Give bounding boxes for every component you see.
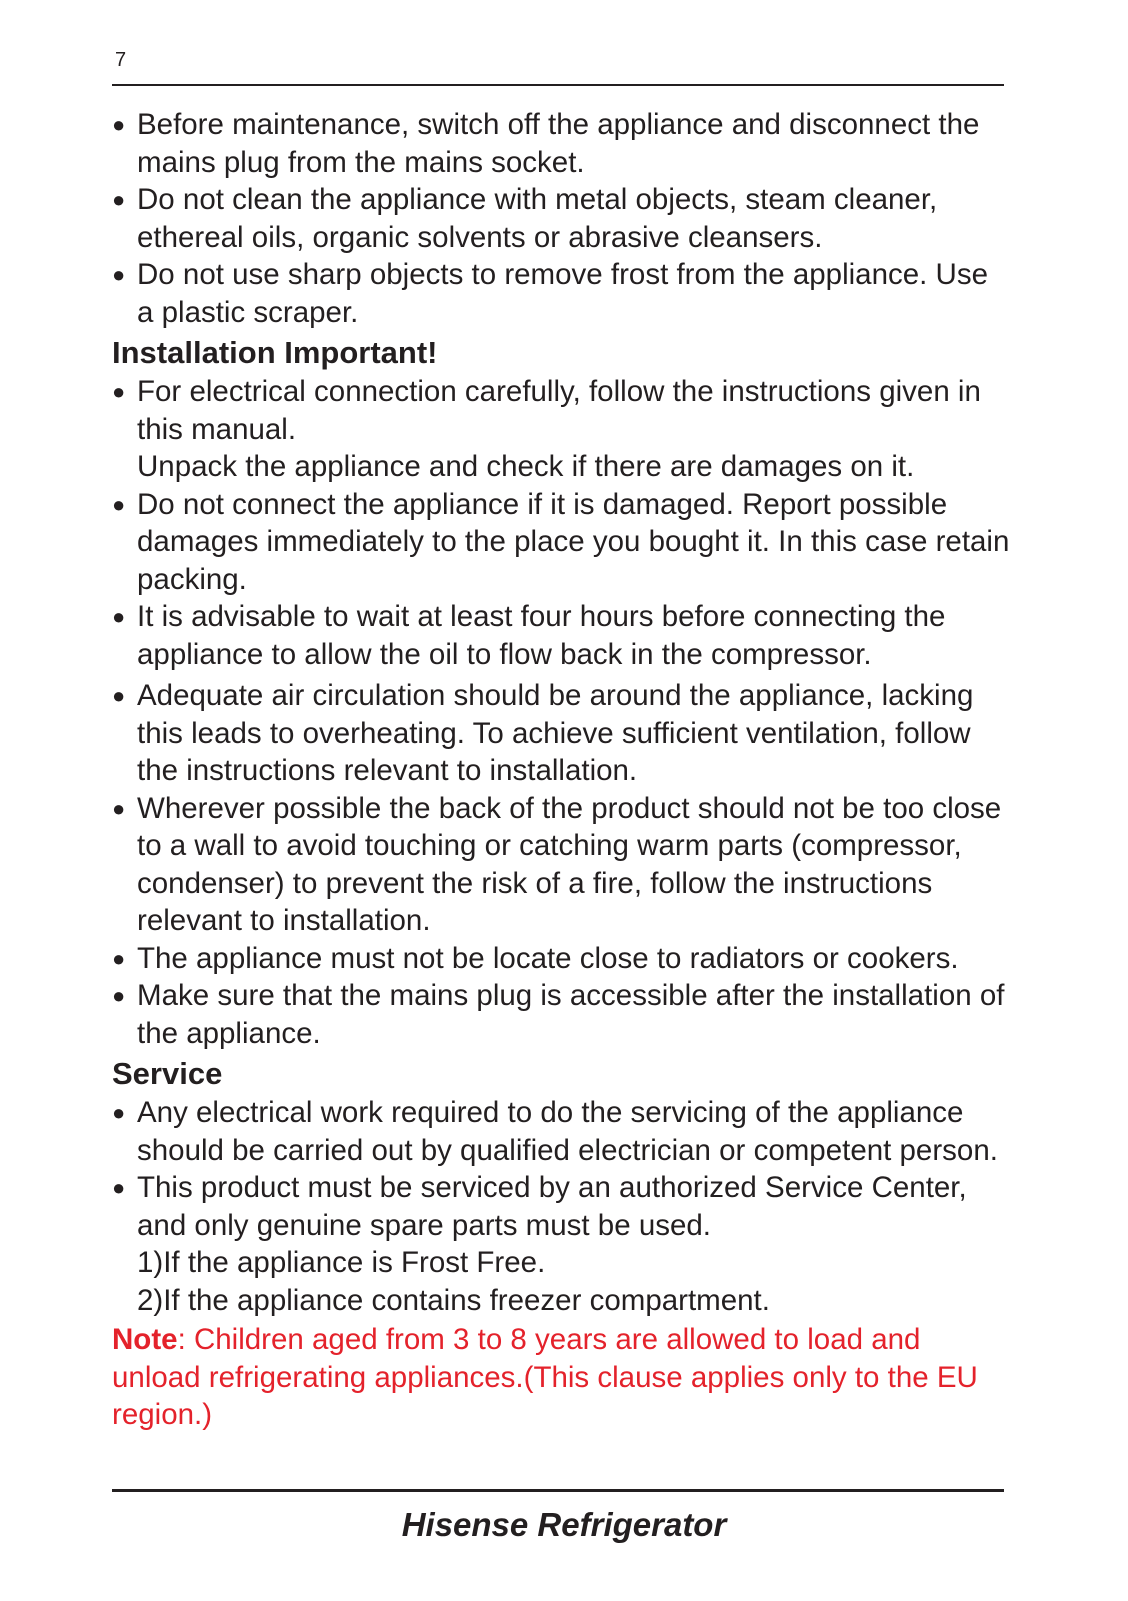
- page-number: 7: [115, 49, 127, 71]
- list-item: [112, 256, 1012, 331]
- list-item: [112, 598, 1012, 673]
- bullet-icon: ●: [112, 983, 126, 1008]
- note-label: Note: [112, 1323, 178, 1356]
- service-condition: 2)If the appliance contains freezer compartment.: [137, 1283, 770, 1317]
- list-item: [112, 977, 1012, 1052]
- footer-brand: Hisense Refrigerator: [401, 1506, 727, 1543]
- list-item: [112, 1169, 1012, 1244]
- service-condition: 1)If the appliance is Frost Free.: [137, 1246, 546, 1279]
- installation-item-text: It is advisable to wait at least four hours before connecting the appliance to allow the oil to flow back in the compressor.: [137, 600, 946, 671]
- installation-item-text: Make sure that the mains plug is accessible after the installation of the appliance.: [137, 979, 1005, 1050]
- bullet-icon: ●: [112, 795, 126, 821]
- list-item: [112, 677, 1012, 790]
- service-item-text: This product must be serviced by an authorized Service Center, and only genuine spare parts must be used.: [137, 1171, 967, 1242]
- list-item: [112, 106, 1012, 181]
- list-item: [112, 373, 1012, 448]
- installation-item-text: The appliance must not be locate close to radiators or cookers.: [137, 941, 959, 975]
- bullet-icon: ●: [112, 112, 126, 137]
- bullet-icon: ●: [112, 604, 126, 629]
- service-heading: Service: [112, 1056, 223, 1091]
- note-paragraph: [112, 1321, 1012, 1434]
- list-item: [112, 790, 1012, 940]
- list-item: [112, 486, 1012, 599]
- header-divider: [112, 84, 1004, 86]
- list-item: [112, 181, 1012, 256]
- maintenance-item-text: Before maintenance, switch off the appliance and disconnect the mains plug from the mains socket.: [137, 108, 980, 179]
- installation-heading: Installation Important!: [112, 335, 438, 370]
- bullet-icon: ●: [112, 1100, 126, 1125]
- note-text: : Children aged from 3 to 8 years are allowed to load and unload refrigerating appliances.(This clause applies only to the EU region.): [112, 1323, 978, 1431]
- installation-item-text: Do not connect the appliance if it is damaged. Report possible damages immediately to the place you bought it. In this case retain packing.: [137, 487, 1010, 596]
- list-item: [112, 940, 1012, 978]
- installation-item-text: For electrical connection carefully, follow the instructions given in this manual.: [137, 375, 981, 446]
- installation-item-text: Adequate air circulation should be around the appliance, lacking this leads to overheating. To achieve sufficient ventilation, follow the instructions relevant to installation.: [137, 679, 974, 787]
- footer-divider: [112, 1489, 1004, 1492]
- unpack-note: Unpack the appliance and check if there are damages on it.: [137, 450, 915, 483]
- bullet-icon: ●: [112, 491, 126, 517]
- page-body: [112, 106, 1012, 1434]
- bullet-icon: ●: [112, 945, 126, 971]
- bullet-icon: ●: [112, 1175, 126, 1200]
- list-item: [112, 1094, 1012, 1169]
- maintenance-item-text: Do not clean the appliance with metal objects, steam cleaner, ethereal oils, organic solvents or abrasive cleansers.: [137, 183, 938, 254]
- installation-item-text: Wherever possible the back of the product should not be too close to a wall to avoid touching or catching warm parts (compressor, condenser) to prevent the risk of a fire, follow the instructions relevant to installation.: [137, 791, 1002, 937]
- bullet-icon: ●: [112, 379, 126, 404]
- service-item-text: Any electrical work required to do the servicing of the appliance should be carried out by qualified electrician or competent person.: [137, 1096, 998, 1167]
- bullet-icon: ●: [112, 262, 126, 287]
- bullet-icon: ●: [112, 187, 126, 212]
- maintenance-item-text: Do not use sharp objects to remove frost from the appliance. Use a plastic scraper.: [137, 258, 989, 329]
- bullet-icon: ●: [112, 683, 126, 708]
